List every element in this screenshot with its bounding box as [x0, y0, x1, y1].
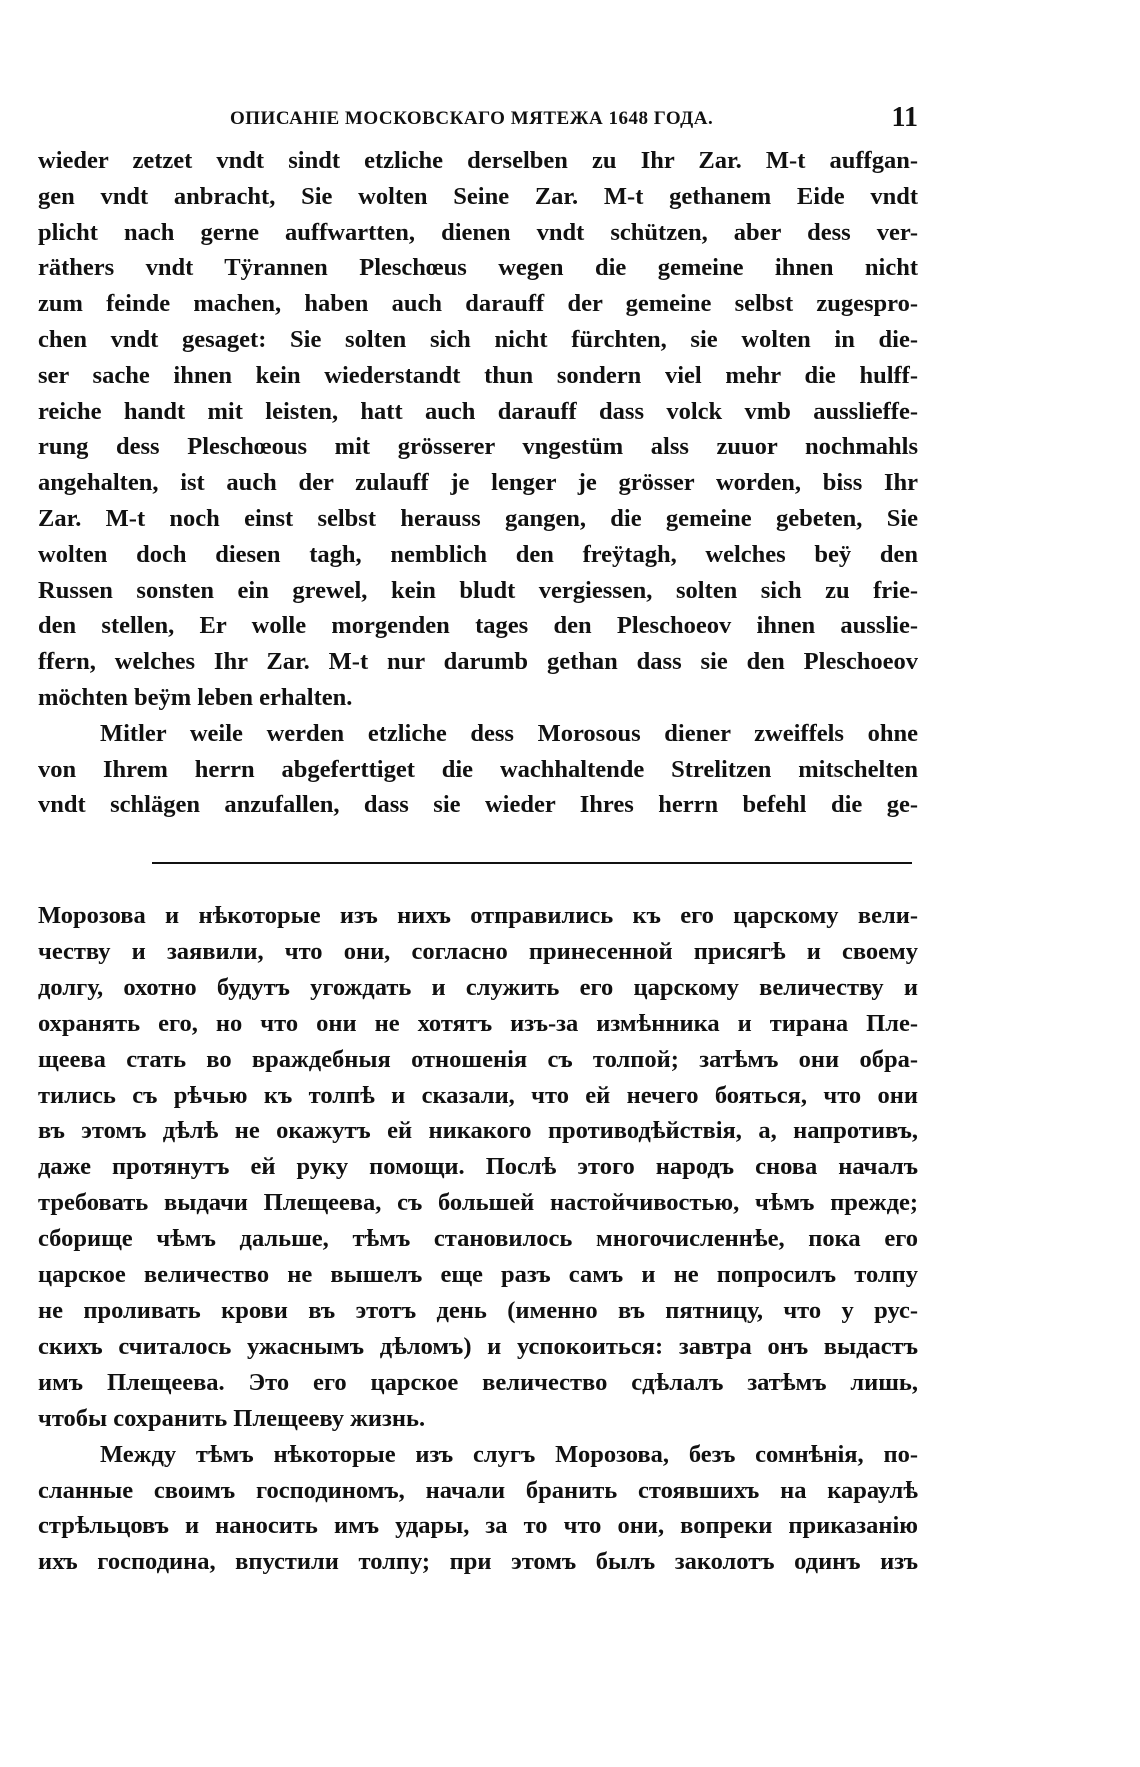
text-line: сланные своимъ господиномъ, начали бранить стоявшихъ на караулѣ: [38, 1476, 918, 1504]
text-line: möchten beÿm leben erhalten.: [38, 683, 353, 711]
text-line: щеева стать во враждебныя отношенія съ толпой; затѣмъ они обра-: [38, 1045, 918, 1073]
text-line: ffern, welches Ihr Zar. M-t nur darumb gethan dass sie den Pleschoeov: [38, 648, 918, 676]
text-line: стрѣльцовъ и наносить имъ удары, за то что они, вопреки приказанію: [38, 1512, 918, 1540]
text-line: скихъ считалось ужаснымъ дѣломъ) и успокоиться: завтра онъ выдастъ: [38, 1332, 918, 1360]
section-divider: [152, 862, 912, 864]
text-line: ser sache ihnen kein wiederstandt thun sondern viel mehr die hulff-: [38, 361, 918, 389]
text-line: не проливать крови въ этотъ день (именно въ пятницу, что у рус-: [38, 1296, 918, 1324]
text-line: ихъ господина, впустили толпу; при этомъ былъ заколотъ одинъ изъ: [38, 1548, 918, 1576]
text-line: честву и заявили, что они, согласно принесенной присягѣ и своему: [38, 937, 918, 965]
text-line: Zar. M-t noch einst selbst herauss gangen, die gemeine gebeten, Sie: [38, 504, 918, 532]
text-line: Между тѣмъ нѣкоторые изъ слугъ Морозова, безъ сомнѣнія, по-: [100, 1440, 918, 1468]
text-line: тились съ рѣчью къ толпѣ и сказали, что ей нечего бояться, что они: [38, 1081, 918, 1109]
text-line: gen vndt anbracht, Sie wolten Seine Zar. M-t gethanem Eide vndt: [38, 182, 918, 210]
text-line: чтобы сохранить Плещееву жизнь.: [38, 1404, 426, 1432]
text-line: reiche handt mit leisten, hatt auch darauff dass volck vmb ausslieffe-: [38, 397, 918, 425]
text-line: plicht nach gerne auffwartten, dienen vndt schützen, aber dess ver-: [38, 218, 918, 246]
text-line: Морозова и нѣкоторые изъ нихъ отправились къ его царскому вели-: [38, 902, 918, 929]
page-header: [38, 102, 918, 136]
text-line: chen vndt gesaget: Sie solten sich nicht fürchten, sie wolten in die-: [38, 325, 918, 353]
text-line: angehalten, ist auch der zulauff je lenger je grösser worden, biss Ihr: [38, 469, 918, 497]
text-line: zum feinde machen, haben auch darauff der gemeine selbst zugespro-: [38, 290, 918, 318]
text-line: den stellen, Er wolle morgenden tages den Pleschoeov ihnen ausslie-: [38, 612, 918, 640]
text-line: Mitler weile werden etzliche dess Morosous diener zweiffels ohne: [100, 719, 918, 747]
text-line: räthers vndt Tÿrannen Pleschœus wegen die gemeine ihnen nicht: [38, 254, 918, 282]
text-line: царское величество не вышелъ еще разъ самъ и не попросилъ толпу: [38, 1261, 918, 1289]
text-line: охранять его, но что они не хотятъ изъ-за измѣнника и тирана Пле-: [38, 1009, 918, 1037]
text-line: Russen sonsten ein grewel, kein bludt vergiessen, solten sich zu frie-: [38, 576, 918, 604]
russian-translation-text: [38, 898, 918, 1580]
text-line: von Ihrem herrn abgeferttiget die wachhaltende Strelitzen mitschelten: [38, 755, 918, 783]
text-line: долгу, охотно будутъ угождать и служить его царскому величеству и: [38, 973, 918, 1001]
text-line: даже протянутъ ей руку помощи. Послѣ этого народъ снова началъ: [38, 1153, 918, 1181]
text-line: wolten doch diesen tagh, nemblich den freÿtagh, welches beÿ den: [38, 540, 918, 568]
german-original-text: [38, 143, 918, 823]
text-line: сборище чѣмъ дальше, тѣмъ становилось многочисленнѣе, пока его: [38, 1225, 918, 1253]
text-line: въ этомъ дѣлѣ не окажутъ ей никакого противодѣйствія, а, напротивъ,: [38, 1117, 918, 1145]
text-line: rung dess Pleschœous mit grösserer vngestüm alss zuuor nochmahls: [38, 433, 918, 461]
running-title: ОПИСАНІЕ МОСКОВСКАГО МЯТЕЖА 1648 ГОДА.: [230, 108, 714, 129]
text-line: имъ Плещеева. Это его царское величество сдѣлалъ затѣмъ лишь,: [38, 1368, 918, 1396]
text-line: wieder zetzet vndt sindt etzliche derselben zu Ihr Zar. M-t auffgan-: [38, 147, 918, 174]
text-line: требовать выдачи Плещеева, съ большей настойчивостью, чѣмъ прежде;: [38, 1189, 918, 1217]
page-number: 11: [891, 102, 918, 133]
text-line: vndt schlägen anzufallen, dass sie wieder Ihres herrn befehl die ge-: [38, 791, 918, 819]
